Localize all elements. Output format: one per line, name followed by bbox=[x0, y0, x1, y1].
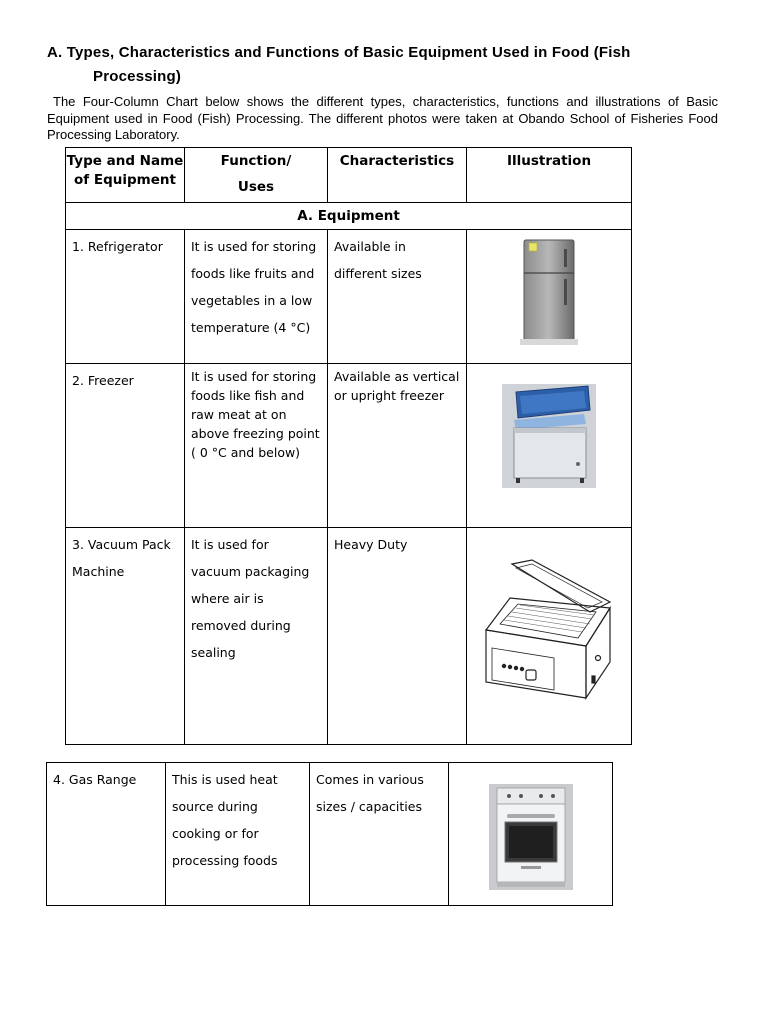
function-line: This is used heat bbox=[172, 772, 278, 787]
equipment-name-line: 3. Vacuum Pack bbox=[72, 537, 171, 552]
function-line: foods like fruits and bbox=[191, 266, 315, 281]
equipment-name-cell bbox=[47, 763, 166, 906]
characteristics-line: sizes / capacities bbox=[316, 799, 422, 814]
header-function-line1: Function/ bbox=[220, 153, 292, 169]
illustration-cell bbox=[467, 364, 632, 528]
characteristics-line: Comes in various bbox=[316, 772, 424, 787]
function-line: raw meat at on bbox=[191, 407, 287, 422]
characteristics-line: Available in bbox=[334, 239, 406, 254]
function-line: above freezing point bbox=[191, 426, 320, 441]
illustration-cell bbox=[449, 763, 613, 906]
function-cell bbox=[185, 230, 328, 364]
equipment-table-continued bbox=[46, 762, 613, 906]
function-line: vacuum packaging bbox=[191, 564, 310, 579]
function-cell bbox=[185, 364, 328, 528]
section-heading-line1: A. Types, Characteristics and Functions of Basic Equipment Used in Food (Fish bbox=[47, 44, 631, 61]
function-line: cooking or for bbox=[172, 826, 259, 841]
characteristics-line: different sizes bbox=[334, 266, 422, 281]
characteristics-cell bbox=[328, 528, 467, 745]
function-line: where air is bbox=[191, 591, 264, 606]
function-line: ( 0 °C and below) bbox=[191, 445, 301, 460]
table-row bbox=[66, 528, 632, 745]
intro-paragraph: The Four-Column Chart below shows the different types, characteristics, functions and illustrations of Basic Equipment used in Food (Fish) Processing. The different photos were taken at Obando School of Fisheries Food Processing Laboratory. bbox=[47, 94, 718, 142]
characteristics-line: Available as vertical bbox=[334, 369, 460, 384]
table-header-row bbox=[66, 148, 632, 203]
function-line: foods like fish and bbox=[191, 388, 305, 403]
function-line: It is used for storing bbox=[191, 369, 317, 384]
function-line: It is used for bbox=[191, 537, 269, 552]
section-row bbox=[66, 203, 632, 230]
header-function-line2: Uses bbox=[237, 179, 275, 195]
refrigerator-photo-icon bbox=[520, 239, 578, 347]
gas-range-photo-icon bbox=[489, 784, 573, 890]
header-type-name-line1: Type and Name bbox=[66, 153, 184, 169]
equipment-table bbox=[65, 147, 632, 745]
table-row bbox=[66, 364, 632, 528]
section-label: A. Equipment bbox=[66, 203, 632, 230]
illustration-cell bbox=[467, 230, 632, 364]
table-row bbox=[66, 230, 632, 364]
equipment-name: 4. Gas Range bbox=[53, 772, 137, 787]
equipment-name-line: Machine bbox=[72, 564, 125, 579]
characteristics-cell bbox=[328, 230, 467, 364]
function-cell bbox=[185, 528, 328, 745]
equipment-name-cell bbox=[66, 364, 185, 528]
header-function bbox=[185, 148, 328, 203]
table-row bbox=[47, 763, 613, 906]
chest-freezer-photo-icon bbox=[502, 384, 596, 488]
function-line: sealing bbox=[191, 645, 236, 660]
equipment-name: 2. Freezer bbox=[72, 373, 134, 388]
function-line: removed during bbox=[191, 618, 291, 633]
function-cell bbox=[166, 763, 310, 906]
header-type-name bbox=[66, 148, 185, 203]
function-line: source during bbox=[172, 799, 258, 814]
equipment-name: 1. Refrigerator bbox=[72, 239, 163, 254]
function-line: It is used for storing bbox=[191, 239, 317, 254]
header-type-name-line2: of Equipment bbox=[74, 172, 176, 188]
header-characteristics: Characteristics bbox=[328, 148, 467, 203]
characteristics-line: or upright freezer bbox=[334, 388, 444, 403]
function-line: temperature (4 °C) bbox=[191, 320, 311, 335]
function-line: vegetables in a low bbox=[191, 293, 313, 308]
illustration-cell bbox=[467, 528, 632, 745]
function-line: processing foods bbox=[172, 853, 278, 868]
characteristics-line: Heavy Duty bbox=[334, 537, 408, 552]
characteristics-cell bbox=[328, 364, 467, 528]
vacuum-pack-machine-drawing-icon bbox=[482, 558, 616, 700]
equipment-name-cell bbox=[66, 528, 185, 745]
characteristics-cell bbox=[310, 763, 449, 906]
equipment-name-cell bbox=[66, 230, 185, 364]
section-heading-line2: Processing) bbox=[93, 68, 182, 85]
header-illustration: Illustration bbox=[467, 148, 632, 203]
section-heading bbox=[47, 41, 727, 89]
